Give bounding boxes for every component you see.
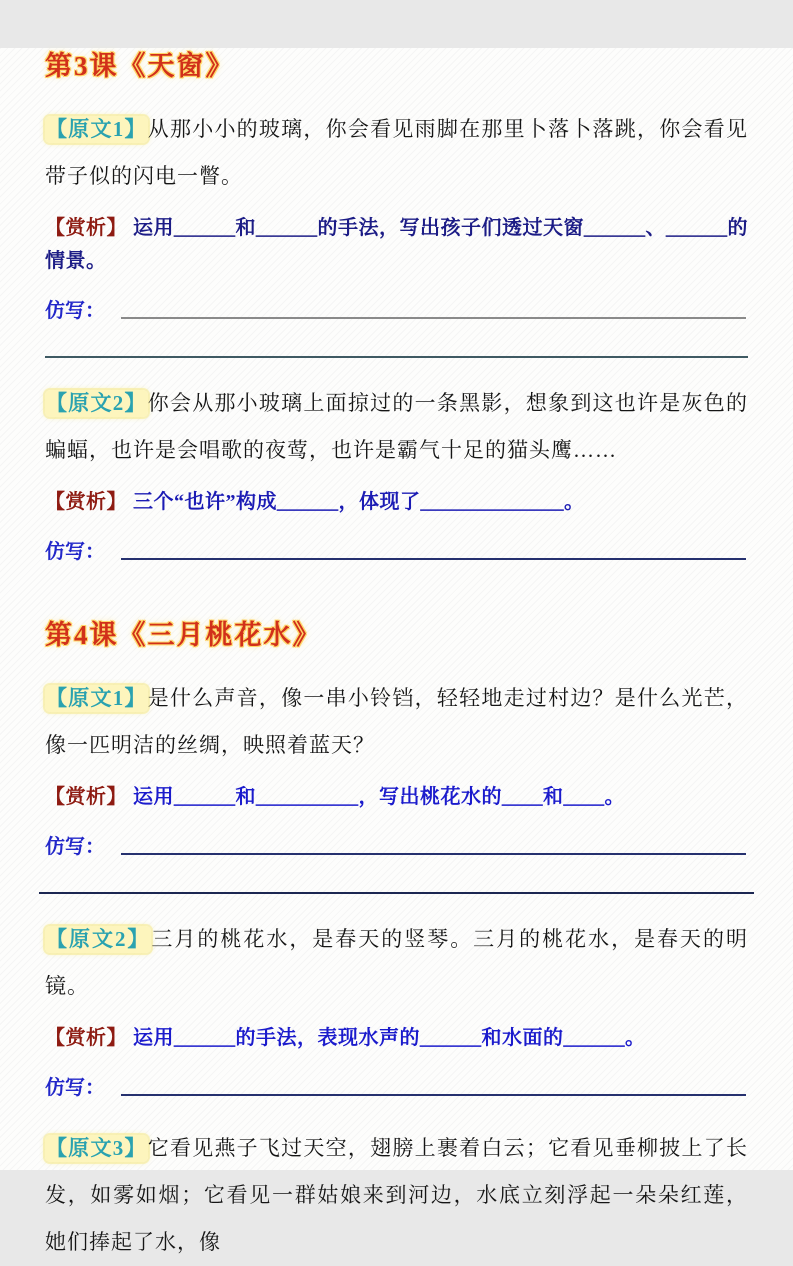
lesson3-analysis-1	[45, 212, 748, 278]
lesson3-excerpt-2-label: 【原文2】	[46, 391, 147, 415]
lesson3-excerpt-2	[45, 380, 748, 474]
lesson4-excerpt-2	[45, 916, 748, 1010]
lesson3-imitate-1	[45, 293, 748, 326]
lesson3-analysis-1-label: 【赏析】	[45, 217, 127, 239]
lesson4-imitate-2-label: 仿写：	[45, 1077, 105, 1099]
lesson4-analysis-1-text: 运用＿＿＿和＿＿＿＿＿，写出桃花水的＿＿和＿＿。	[133, 786, 625, 808]
lesson3-imitate-2-blank-line	[121, 558, 746, 560]
lesson4-analysis-2	[45, 1022, 748, 1055]
lesson3-excerpt-1-label: 【原文1】	[46, 117, 147, 141]
lesson4-excerpt-2-text: 三月的桃花水，是春天的竖琴。三月的桃花水，是春天的明镜。	[45, 927, 749, 998]
lesson4-title: 第4课《三月桃花水》	[45, 620, 322, 650]
lesson4-excerpt-2-label: 【原文2】	[46, 927, 151, 951]
worksheet-content	[0, 48, 793, 1266]
lesson3-analysis-2-label: 【赏析】	[45, 491, 127, 513]
lesson4-analysis-2-text: 运用＿＿＿的手法，表现水声的＿＿＿和水面的＿＿＿。	[133, 1027, 646, 1049]
lesson3-title: 第3课《天窗》	[45, 51, 235, 81]
section-separator	[45, 356, 748, 358]
lesson3-imitate-2	[45, 534, 748, 567]
lesson4-excerpt-1-text: 是什么声音，像一串小铃铛，轻轻地走过村边？是什么光芒，像一匹明洁的丝绸，映照着蓝天？	[45, 686, 749, 757]
lesson4-excerpt-3-label: 【原文3】	[46, 1136, 147, 1160]
worksheet-page	[0, 48, 793, 1254]
lesson3-analysis-2	[45, 486, 748, 519]
lesson4-imitate-1-blank-line	[121, 853, 746, 855]
lesson4-excerpt-3-text: 它看见燕子飞过天空，翅膀上裹着白云；它看见垂柳披上了长发，如雾如烟；它看见一群姑娘来到河边，水底立刻浮起一朵朵红莲，她们捧起了水，像	[45, 1136, 749, 1254]
lesson3-imitate-1-label: 仿写：	[45, 300, 105, 322]
lesson3-imitate-2-label: 仿写：	[45, 541, 105, 563]
lesson3-excerpt-2-text: 你会从那小玻璃上面掠过的一条黑影，想象到这也许是灰色的蝙蝠，也许是会唱歌的夜莺，也许是霸气十足的猫头鹰……	[45, 391, 749, 462]
lesson3-imitate-1-blank-line	[121, 317, 746, 319]
lesson3-excerpt-1-text: 从那小小的玻璃，你会看见雨脚在那里卜落卜落跳，你会看见带子似的闪电一瞥。	[45, 117, 749, 188]
lesson4-analysis-2-label: 【赏析】	[45, 1027, 127, 1049]
lesson4-analysis-1-label: 【赏析】	[45, 786, 127, 808]
lesson4-excerpt-1	[45, 675, 748, 769]
lesson4-excerpt-1-label: 【原文1】	[46, 686, 147, 710]
lesson3-analysis-1-text: 运用＿＿＿和＿＿＿的手法，写出孩子们透过天窗＿＿＿、＿＿＿的情景。	[45, 217, 748, 272]
lesson4-analysis-1	[45, 781, 748, 814]
lesson4-imitate-1-label: 仿写：	[45, 836, 105, 858]
lesson3-analysis-2-text: 三个“也许”构成＿＿＿，体现了＿＿＿＿＿＿＿。	[133, 491, 585, 513]
lesson4-excerpt-3	[45, 1125, 748, 1266]
lesson3-excerpt-1	[45, 106, 748, 200]
lesson4-imitate-2	[45, 1070, 748, 1103]
lesson4-imitate-1-blank-line-2	[39, 892, 754, 894]
lesson4-imitate-1	[45, 829, 748, 862]
lesson4-imitate-2-blank-line	[121, 1094, 746, 1096]
